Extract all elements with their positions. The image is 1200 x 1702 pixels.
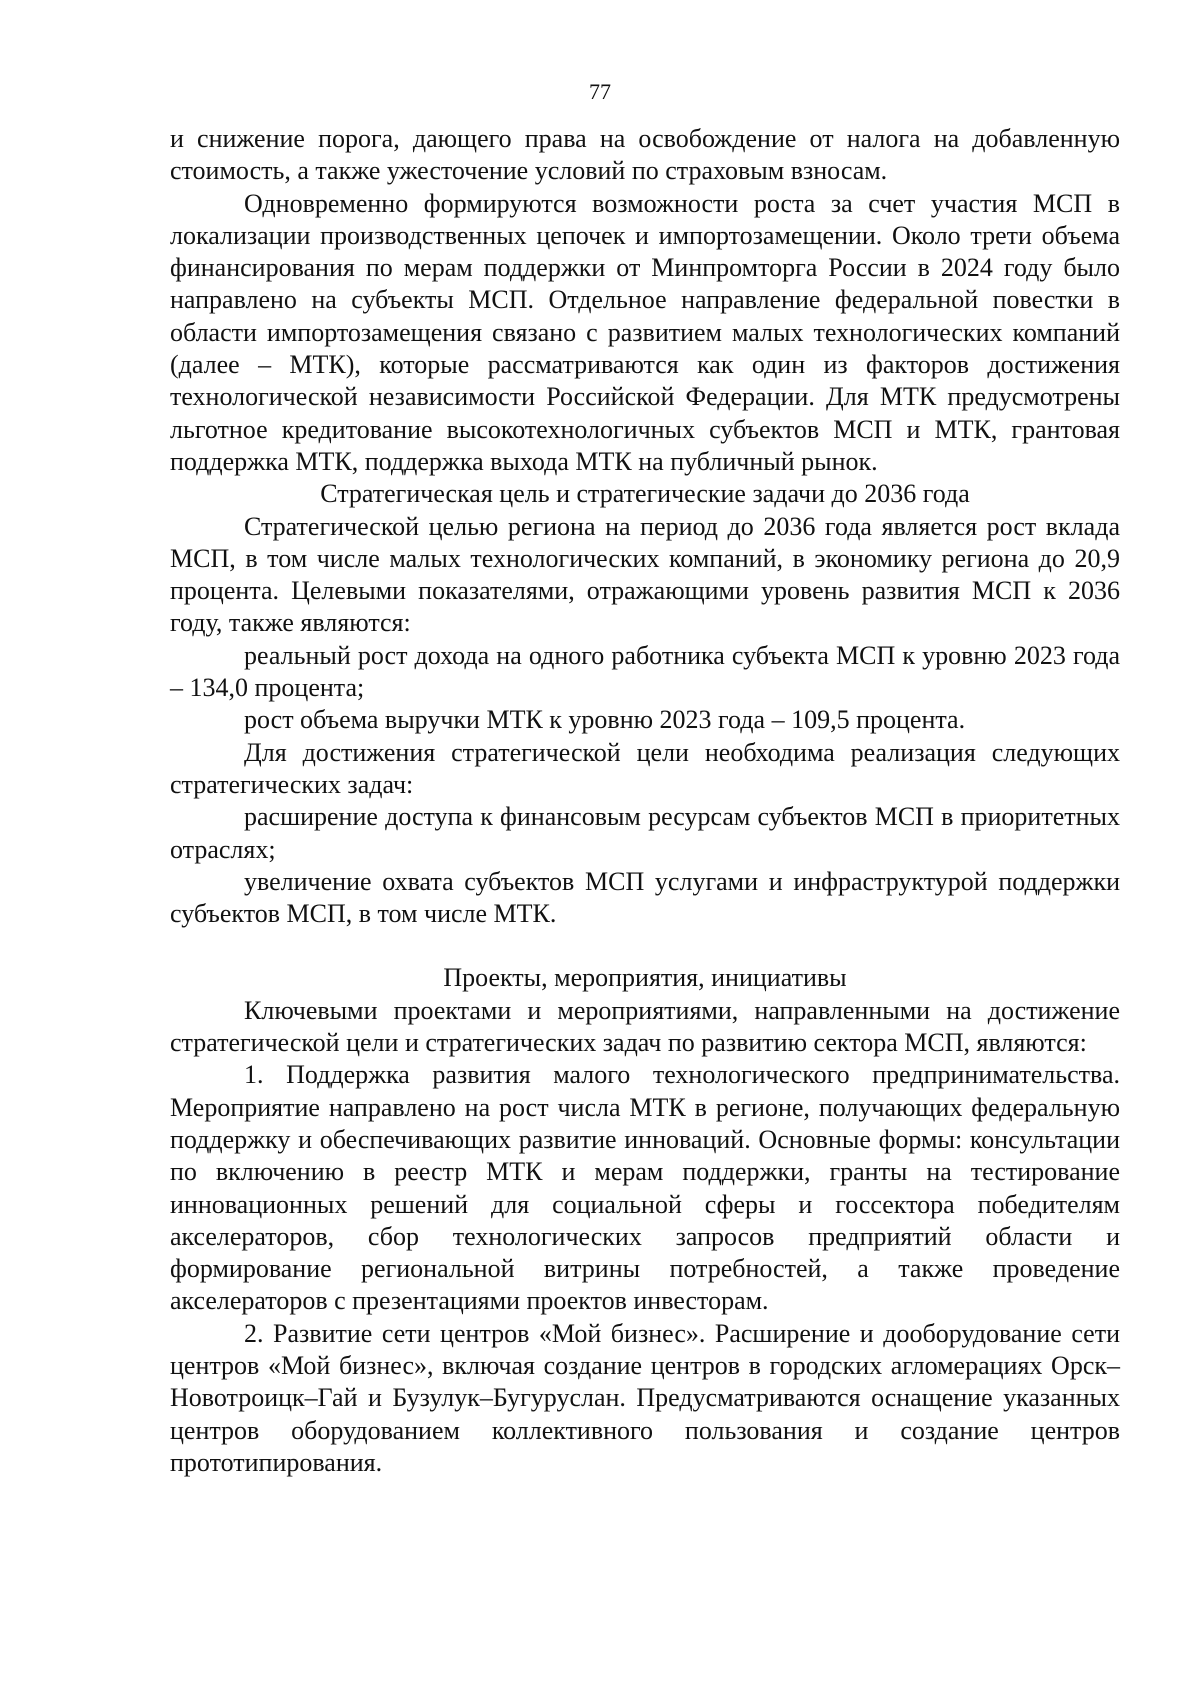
paragraph-project-1: 1. Поддержка развития малого технологического предпринимательства. Мероприятие направлено на рост числа МТК в регионе, получающих федеральную поддержку и обеспечивающих развитие инноваций. Основные формы: консультации по включению в реестр МТК и мерам поддержки, гранты на тестирование инновационных решений для социальной сферы и госсектора победителям акселераторов, сбор технологических запросов предприятий области и формирование региональной витрины потребностей, а также проведение акселераторов с презентациями проектов инвесторам. xyxy=(170,1060,1120,1316)
paragraph-task-finance: расширение доступа к финансовым ресурсам субъектов МСП в приоритетных отраслях; xyxy=(170,802,1120,864)
section-heading-projects: Проекты, мероприятия, инициативы xyxy=(443,963,847,993)
paragraph-growth-opportunities: Одновременно формируются возможности роста за счет участия МСП в локализации производственных цепочек и импортозамещении. Около трети объема финансирования по мерам поддержки от Минпромторга России в 2024 году было направлено на субъекты МСП. Отдельное направление федеральной повестки в области импортозамещения связано с развитием малых технологических компаний (далее – МТК), которые рассматриваются как один из факторов достижения технологической независимости Российской Федерации. Для МТК предусмотрены льготное кредитование высокотехнологичных субъектов МСП и МТК, грантовая поддержка МТК, поддержка выхода МТК на публичный рынок. xyxy=(170,188,1120,476)
paragraph-continuation: и снижение порога, дающего права на освобождение от налога на добавленную стоимость, а также ужесточение условий по страховым взносам. xyxy=(170,124,1120,186)
paragraph-task-infrastructure: увеличение охвата субъектов МСП услугами и инфраструктурой поддержки субъектов МСП, в том числе МТК. xyxy=(170,866,1120,929)
paragraph-projects-intro: Ключевыми проектами и мероприятиями, направленными на достижение стратегической цели и стратегических задач по развитию сектора МСП, являются: xyxy=(170,995,1120,1058)
paragraph-project-2: 2. Развитие сети центров «Мой бизнес». Расширение и дооборудование сети центров «Мой бизнес», включая создание центров в городских агломерациях Орск–Новотроицк–Гай и Бузулук–Бугуруслан. Предусматриваются оснащение указанных центров оборудованием коллективного пользования и создание центров прототипирования. xyxy=(170,1318,1120,1477)
document-body xyxy=(170,123,1120,1479)
page-number: 77 xyxy=(589,79,611,104)
paragraph-tasks-intro: Для достижения стратегической цели необходима реализация следующих стратегических задач: xyxy=(170,737,1120,799)
paragraph-indicator-revenue: рост объема выручки МТК к уровню 2023 года – 109,5 процента. xyxy=(244,705,966,735)
paragraph-strategic-goal: Стратегической целью региона на период до 2036 года является рост вклада МСП, в том числе малых технологических компаний, в экономику региона до 20,9 процента. Целевыми показателями, отражающими уровень развития МСП к 2036 году, также являются: xyxy=(170,511,1120,638)
paragraph-indicator-income: реальный рост дохода на одного работника субъекта МСП к уровню 2023 года – 134,0 процента; xyxy=(170,640,1120,703)
section-heading-strategic-goal: Стратегическая цель и стратегические задачи до 2036 года xyxy=(320,479,970,509)
